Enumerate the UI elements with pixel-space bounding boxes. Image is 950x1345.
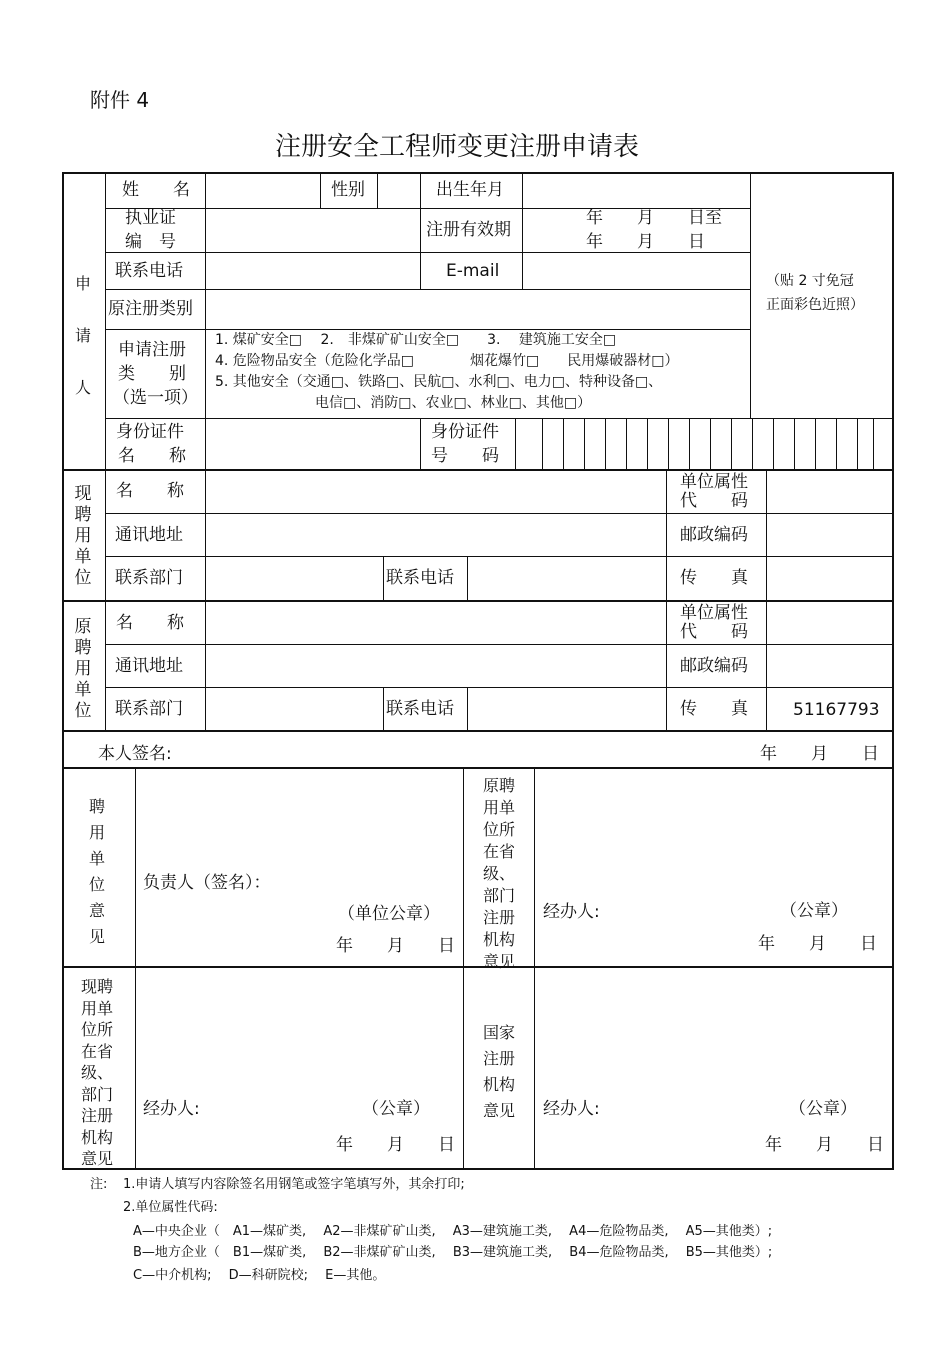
cert-no-field[interactable] <box>207 210 419 251</box>
apply-category-label-3: （选一项） <box>113 388 198 408</box>
category-option-line-3[interactable]: 5. 其他安全（交通□、铁路□、民航□、水利□、电力□、特种设备□、 <box>215 374 663 390</box>
current-address-label: 通讯地址 <box>115 525 183 545</box>
employer-opinion-label: 聘用单位意见 <box>88 797 105 946</box>
birth-field[interactable] <box>524 175 749 207</box>
former-phone-field[interactable] <box>469 689 665 729</box>
apply-category-label-1: 申请注册 <box>118 340 186 360</box>
national-opinion-label: 国家注册机构意见 <box>482 1023 515 1120</box>
gender-label: 性别 <box>331 180 365 200</box>
signature-label: 本人签名: <box>98 744 172 764</box>
id-name-label-2: 名 称 <box>118 446 186 466</box>
current-phone-label: 联系电话 <box>386 568 454 588</box>
id-name-label-1: 身份证件 <box>116 422 184 442</box>
id-no-label-1: 身份证件 <box>431 422 499 442</box>
id-number-grid[interactable] <box>517 420 891 468</box>
gender-field[interactable] <box>379 175 419 207</box>
email-label: E-mail <box>446 261 500 281</box>
former-employer-section-label: 原聘用单位 <box>74 617 92 721</box>
former-address-label: 通讯地址 <box>115 656 183 676</box>
cert-no-label-1: 执业证 <box>125 208 176 228</box>
former-name-label: 名 称 <box>116 613 184 633</box>
national-date: 年 月 日 <box>765 1135 884 1155</box>
name-field[interactable] <box>207 175 318 207</box>
former-fax-value[interactable]: 51167793 <box>793 700 880 720</box>
phone-field[interactable] <box>207 254 419 288</box>
notes-prefix: 注: <box>90 1177 108 1192</box>
former-attr-label-1: 单位属性 <box>680 603 748 623</box>
national-seal: （公章） <box>789 1099 857 1119</box>
employer-seal: （单位公章） <box>338 904 440 924</box>
category-option-line-4[interactable]: 电信□、消防□、农业□、林业□、其他□） <box>315 395 592 411</box>
current-reg-opinion-label: 现聘用单位所在省级、部门注册机构意见 <box>80 977 113 1168</box>
birth-label: 出生年月 <box>436 180 504 200</box>
former-postcode-field[interactable] <box>768 646 891 686</box>
apply-category-label-2: 类 别 <box>118 364 186 384</box>
former-reg-opinion-label: 原聘用单位所在省级、部门注册机构意见 <box>482 776 515 971</box>
current-attr-label-1: 单位属性 <box>680 472 748 492</box>
category-option-line-2[interactable]: 4. 危险物品安全（危险化学品□ 烟花爆竹□ 民用爆破器材□） <box>215 353 679 369</box>
note-line-4: B—地方企业（ B1—煤矿类, B2—非煤矿矿山类, B3—建筑施工类, B4—危险物品类, B5—其他类）; <box>133 1245 773 1260</box>
current-reg-seal: （公章） <box>362 1099 430 1119</box>
current-reg-date: 年 月 日 <box>336 1135 455 1155</box>
former-dept-label: 联系部门 <box>115 699 183 719</box>
current-employer-section-label: 现聘用单位 <box>74 484 92 588</box>
former-fax-label: 传 真 <box>680 699 748 719</box>
signature-field[interactable] <box>180 734 740 766</box>
page-title: 注册安全工程师变更注册申请表 <box>275 132 640 162</box>
phone-label: 联系电话 <box>115 261 183 281</box>
national-handler-label: 经办人: <box>543 1099 600 1119</box>
applicant-section-label: 申请人 <box>74 274 91 397</box>
former-reg-date: 年 月 日 <box>758 934 877 954</box>
cert-no-label-2: 编 号 <box>125 232 176 252</box>
current-attr-label-2: 代 码 <box>680 491 748 511</box>
note-line-5: C—中介机构; D—科研院校; E—其他。 <box>133 1268 386 1283</box>
category-option-line-1[interactable]: 1. 煤矿安全□ 2. 非煤矿矿山安全□ 3. 建筑施工安全□ <box>215 332 617 348</box>
former-name-field[interactable] <box>207 603 665 643</box>
current-dept-label: 联系部门 <box>115 568 183 588</box>
current-name-label: 名 称 <box>116 481 184 501</box>
photo-hint-1: （贴 2 寸免冠 <box>766 273 854 289</box>
current-dept-field[interactable] <box>207 558 382 599</box>
former-dept-field[interactable] <box>207 689 382 729</box>
former-address-field[interactable] <box>207 646 665 686</box>
orig-category-field[interactable] <box>207 291 749 328</box>
email-field[interactable] <box>524 254 749 288</box>
current-postcode-field[interactable] <box>768 515 891 555</box>
current-name-field[interactable] <box>207 472 665 512</box>
former-reg-handler-label: 经办人: <box>543 902 600 922</box>
attachment-label: 附件 4 <box>90 88 150 112</box>
validity-line-2: 年 月 日 <box>586 232 705 252</box>
former-phone-label: 联系电话 <box>386 699 454 719</box>
current-fax-field[interactable] <box>768 558 891 599</box>
former-attr-label-2: 代 码 <box>680 622 748 642</box>
employer-leader-label: 负责人（签名）： <box>143 873 271 893</box>
current-attr-field[interactable] <box>768 472 891 512</box>
employer-date: 年 月 日 <box>336 936 455 956</box>
validity-label: 注册有效期 <box>426 220 511 240</box>
note-line-3: A—中央企业（ A1—煤矿类, A2—非煤矿矿山类, A3—建筑施工类, A4—危险物品类, A5—其他类）; <box>133 1224 773 1239</box>
former-postcode-label: 邮政编码 <box>680 656 748 676</box>
name-label: 姓 名 <box>122 180 190 200</box>
current-reg-handler-label: 经办人: <box>143 1099 200 1119</box>
orig-category-label: 原注册类别 <box>108 299 193 319</box>
note-line-2: 2.单位属性代码: <box>123 1200 218 1215</box>
id-no-label-2: 号 码 <box>431 446 499 466</box>
current-fax-label: 传 真 <box>680 568 748 588</box>
note-line-1: 1.申请人填写内容除签名用钢笔或签字笔填写外，其余打印; <box>123 1177 465 1192</box>
signature-date: 年 月 日 <box>760 744 879 764</box>
validity-line-1: 年 月 日至 <box>586 208 722 228</box>
former-reg-seal: （公章） <box>780 901 848 921</box>
current-address-field[interactable] <box>207 515 665 555</box>
id-name-field[interactable] <box>207 420 419 468</box>
current-phone-field[interactable] <box>469 558 665 599</box>
current-postcode-label: 邮政编码 <box>680 525 748 545</box>
photo-hint-2: 正面彩色近照） <box>766 297 864 313</box>
former-attr-field[interactable] <box>768 603 891 643</box>
